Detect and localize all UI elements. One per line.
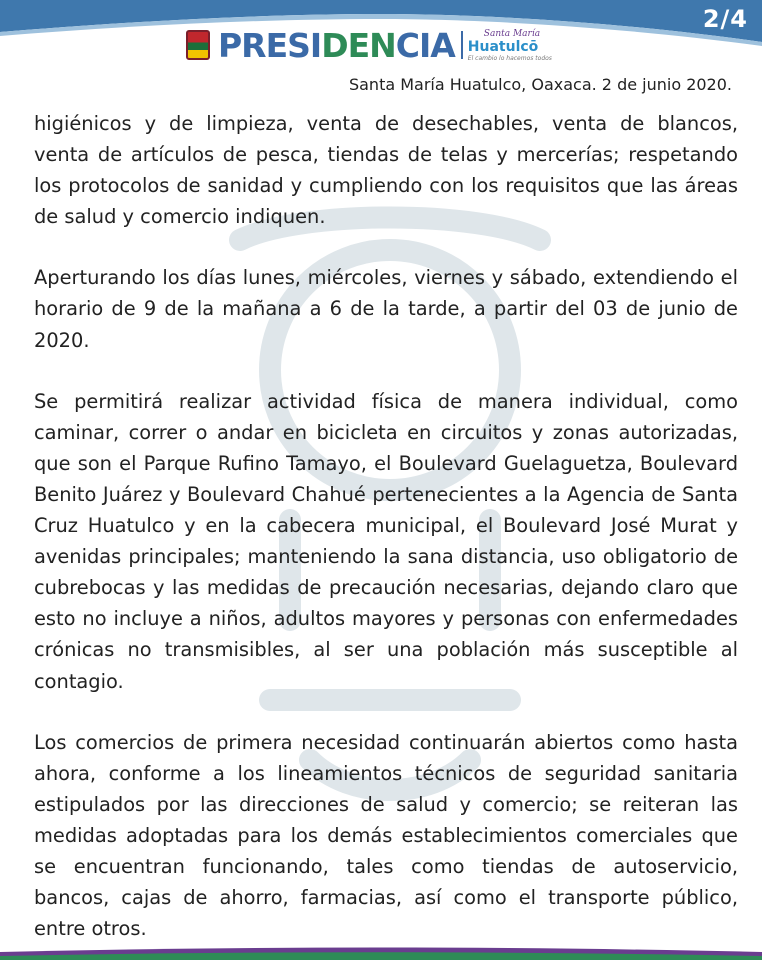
- sub-brand-tagline: El cambio lo hacemos todos: [467, 54, 552, 62]
- page-number: 2/4: [702, 5, 748, 33]
- sub-brand-name: Huatulcō: [467, 38, 539, 55]
- bottom-band: [0, 946, 762, 960]
- paragraph-4: Los comercios de primera necesidad continuarán abiertos como hasta ahora, conforme a los lineamientos técnicos de seguridad sanitaria estipulados por las direcciones de salud y comercio; se reiteran las medidas adoptadas para los demás establecimientos comerciales que se encuentran funcionando, tales como tiendas de autoservicio, bancos, cajas de ahorro, farmacias, así como el transporte público, entre otros.: [34, 730, 738, 941]
- sub-brand-small: Santa María: [483, 28, 541, 39]
- brand-header: [186, 24, 552, 66]
- body-text: [34, 108, 738, 974]
- municipal-seal-icon: [186, 30, 210, 60]
- brand-accent: DEN: [321, 25, 396, 65]
- brand-prefix: PRESI: [218, 25, 322, 65]
- sub-brand: [468, 29, 552, 62]
- place-date: Santa María Huatulco, Oaxaca. 2 de junio 2020.: [348, 75, 732, 94]
- brand-logo: [218, 26, 455, 65]
- paragraph-3: Se permitirá realizar actividad física de manera individual, como caminar, correr o andar en bicicleta en circuitos y zonas autorizadas, que son el Parque Rufino Tamayo, el Boulevard Guelaguetza, Boulevard Benito Juárez y Boulevard Chahué pertenecientes a la Agencia de Santa Cruz Huatulco y en la cabecera municipal, el Boulevard José Murat y avenidas principales; manteniendo la sana distancia, uso obligatorio de cubrebocas y las medidas de precaución necesarias, dejando claro que esto no incluye a niños, adultos mayores y personas con enfermedades crónicas no transmisibles, al ser una población más susceptible al contagio.: [34, 389, 738, 693]
- brand-suffix: CIA: [395, 25, 455, 65]
- brand-divider: [461, 31, 463, 59]
- paragraph-2: Aperturando los días lunes, miércoles, viernes y sábado, extendiendo el horario de 9 de la mañana a 6 de la tarde, a partir del 03 de junio de 2020.: [34, 266, 738, 352]
- paragraph-1: higiénicos y de limpieza, venta de desechables, venta de blancos, venta de artículos de pesca, tiendas de telas y mercerías; respetando los protocolos de sanidad y cumpliendo con los requisitos que las áreas de salud y comercio indiquen.: [34, 112, 738, 229]
